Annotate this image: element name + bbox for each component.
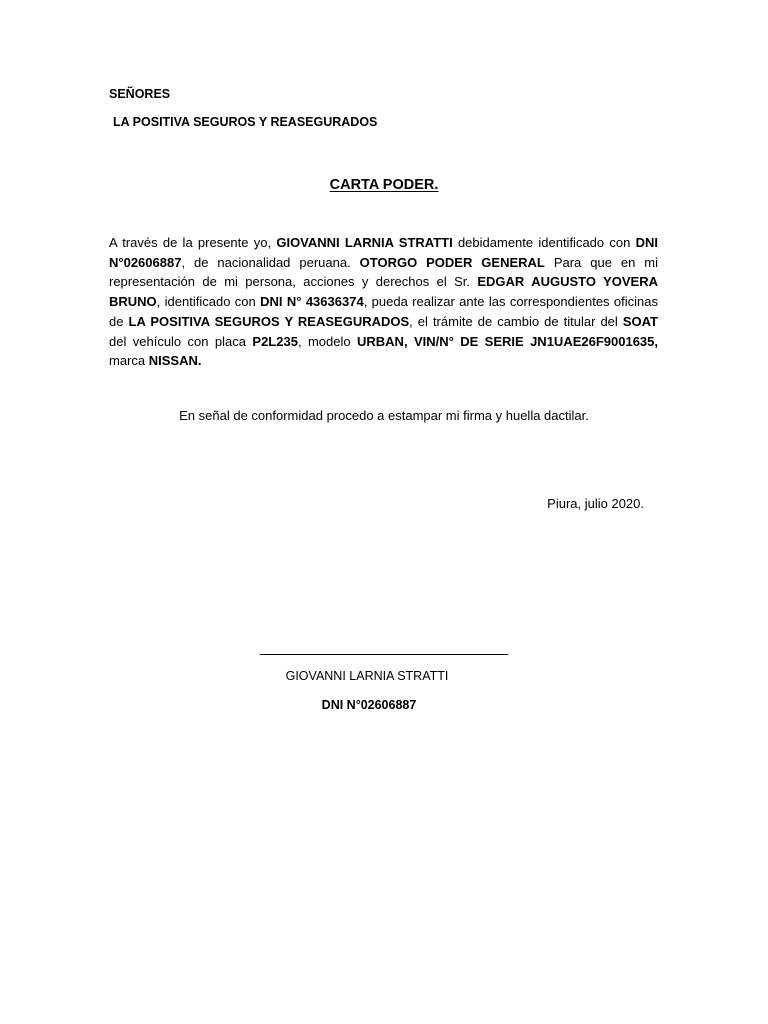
body-text: debidamente identificado con	[452, 235, 636, 250]
company-name: LA POSITIVA SEGUROS Y REASEGURADOS	[128, 313, 410, 329]
signer-name: GIOVANNI LARNIA STRATTI	[285, 669, 449, 683]
agent-dni: DNI N° 43636374	[260, 294, 364, 310]
body-text: Para que en mi representación de mi persona, acciones y derechos el Sr.	[109, 254, 658, 290]
body-text: del vehículo con placa	[109, 333, 253, 349]
signature-line	[260, 654, 508, 655]
conformity-statement: En señal de conformidad procedo a estampar mi firma y huella dactilar.	[179, 408, 589, 423]
vehicle-brand: NISSAN.	[148, 353, 202, 369]
vehicle-plate: P2L235	[252, 333, 298, 349]
body-text: , de nacionalidad peruana.	[181, 254, 360, 270]
document-title	[0, 175, 768, 195]
power-type: OTORGO PODER GENERAL	[359, 254, 545, 270]
document-title-text: CARTA PODER.	[329, 177, 439, 193]
company-line: LA POSITIVA SEGUROS Y REASEGURADOS	[113, 115, 378, 129]
signer-dni: DNI N°02606887	[321, 698, 417, 712]
body-text: , identificado con	[156, 294, 261, 310]
place-date: Piura, julio 2020.	[547, 496, 644, 511]
body-text: , modelo	[297, 333, 357, 349]
grantor-name: GIOVANNI LARNIA STRATTI	[276, 235, 453, 250]
vehicle-model-vin: URBAN, VIN/N° DE SERIE JN1UAE26F9001635,	[357, 333, 658, 349]
agent-name: EDGAR AUGUSTO YOVERA BRUNO	[109, 274, 659, 310]
body-text: A través de la presente yo,	[109, 235, 277, 250]
body-text: , el trámite de cambio de titular del	[409, 313, 623, 329]
body-paragraph	[109, 233, 658, 371]
addressee-line: SEÑORES	[109, 87, 171, 101]
body-text: , pueda realizar ante las correspondientes oficinas de	[109, 294, 658, 329]
grantor-dni: DNI N°02606887	[109, 235, 658, 270]
insurance-type: SOAT	[622, 313, 658, 329]
body-text: marca	[109, 353, 149, 369]
